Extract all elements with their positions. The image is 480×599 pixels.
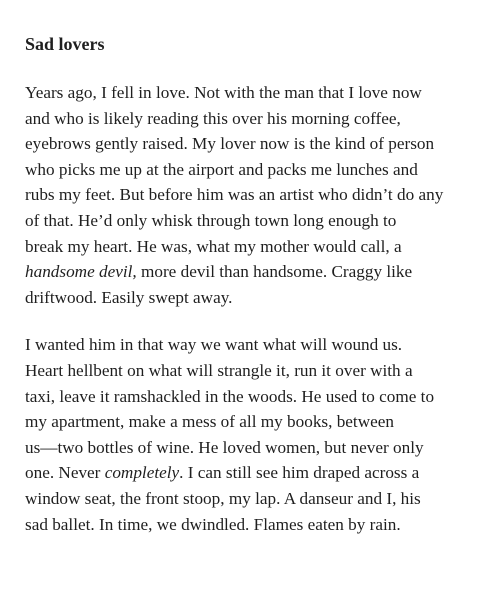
text-segment: and who is likely reading this over his morning coffee,: [25, 108, 401, 128]
text-segment: sad ballet. In time, we dwindled. Flames eaten by rain.: [25, 514, 401, 534]
text-segment: taxi, leave it ramshackled in the woods. He used to come to: [25, 386, 435, 406]
text-segment: Years ago, I fell in love. Not with the man that I love now: [25, 83, 422, 102]
text-line: [25, 157, 475, 183]
text-segment: rubs my feet. But before him was an artist who didn’t do any: [25, 185, 444, 205]
text-line: [25, 106, 475, 132]
text-line: [25, 512, 475, 538]
text-segment: us—two bottles of wine. He loved women, but never only: [25, 437, 424, 457]
document-page: [25, 32, 475, 537]
text-segment: Heart hellbent on what will strangle it, run it over with a: [25, 360, 413, 380]
italic-text: handsome devil,: [25, 262, 137, 282]
text-segment: window seat, the front stoop, my lap. A danseur and I, his: [25, 488, 421, 508]
paragraph: [25, 80, 475, 310]
text-segment: who picks me up at the airport and packs me lunches and: [25, 159, 418, 179]
text-line: [25, 409, 475, 435]
text-segment: I wanted him in that way we want what will wound us.: [25, 335, 403, 355]
text-line: [25, 285, 475, 311]
text-segment: driftwood. Easily swept away.: [25, 287, 233, 307]
text-segment: one. Never: [25, 463, 105, 483]
text-line: [25, 384, 475, 410]
text-line: [25, 358, 475, 384]
text-line: [25, 131, 475, 157]
text-line: [25, 80, 475, 106]
text-segment: more devil than handsome. Craggy like: [136, 262, 413, 282]
text-segment: of that. He’d only whisk through town long enough to: [25, 210, 397, 230]
text-line: [25, 435, 475, 461]
text-segment: break my heart. He was, what my mother would call, a: [25, 236, 402, 256]
text-segment: eyebrows gently raised. My lover now is the kind of person: [25, 134, 435, 154]
text-line: [25, 486, 475, 512]
text-segment: my apartment, make a mess of all my books, between: [25, 412, 394, 432]
text-line: [25, 208, 475, 234]
text-line: [25, 460, 475, 486]
text-segment: . I can still see him draped across a: [179, 463, 420, 483]
italic-text: completely: [104, 463, 180, 483]
paragraph: [25, 332, 475, 537]
document-title: Sad lovers: [25, 34, 105, 54]
document-body: [25, 80, 475, 537]
text-line: [25, 259, 475, 285]
text-line: [25, 234, 475, 260]
text-line: [25, 182, 475, 208]
text-line: [25, 332, 475, 358]
